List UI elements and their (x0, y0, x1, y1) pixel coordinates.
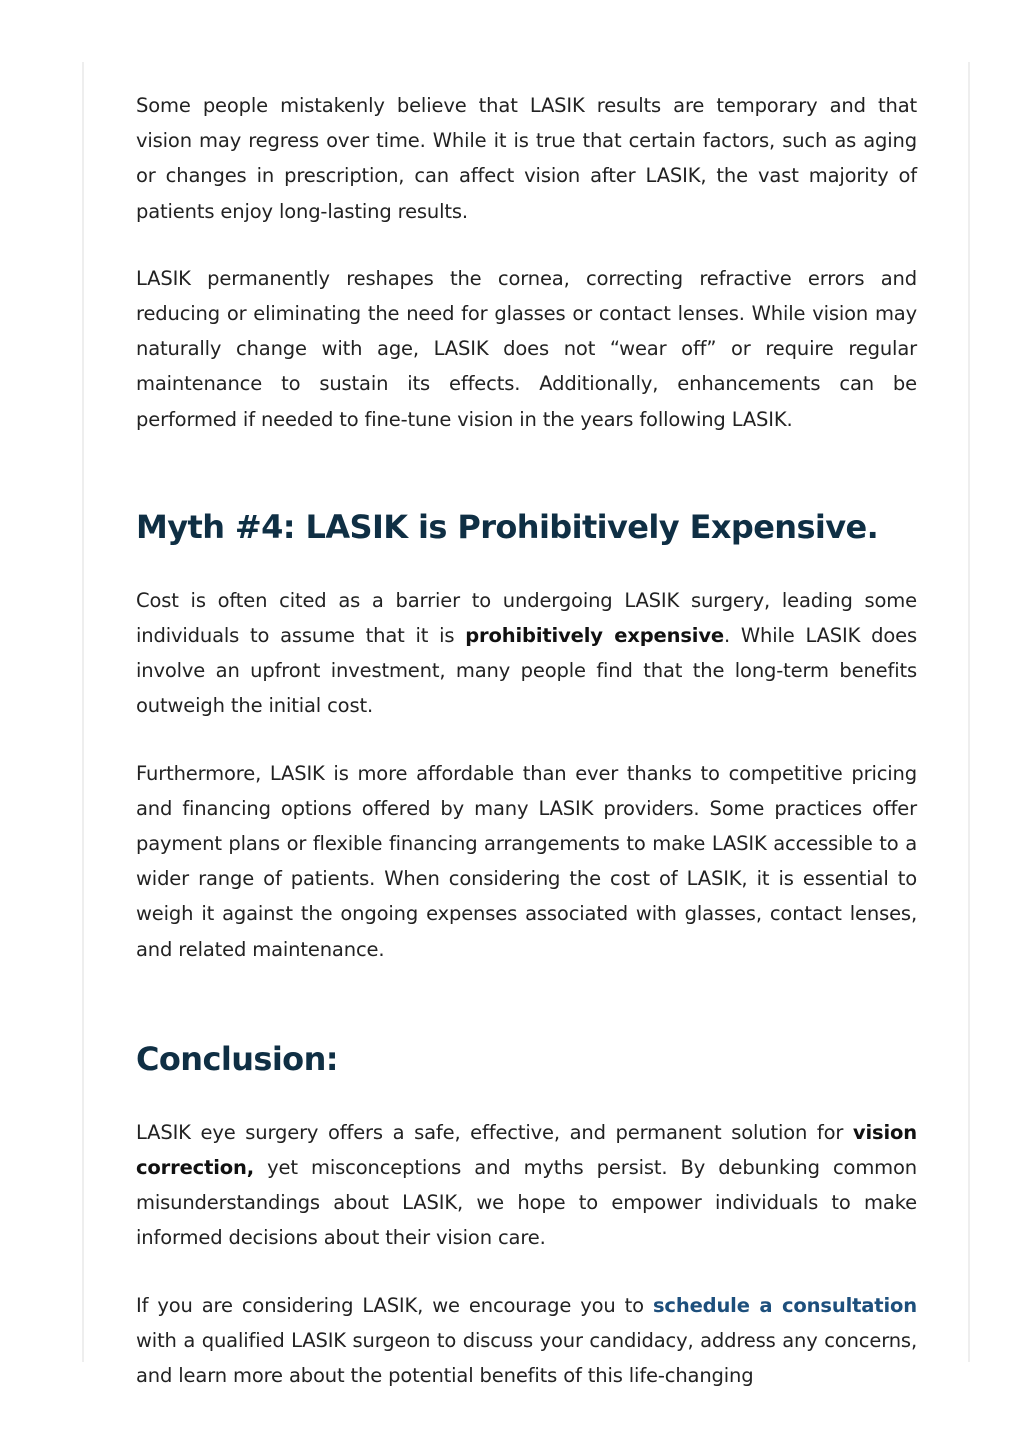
paragraph-affordability: Furthermore, LASIK is more affordable than ever thanks to competitive pricing and financing options offered by many LASIK providers. Some practices offer payment plans or flexible financing arrangements to make LASIK accessible to a wider range of patients. When considering the cost of LASIK, it is essential to weigh it against the ongoing expenses associated with glasses, contact lenses, and related maintenance. (136, 761, 917, 961)
heading-myth-4: Myth #4: LASIK is Prohibitively Expensive. (136, 507, 879, 546)
conclusion-text-start: LASIK eye surgery offers a safe, effective, and permanent solution for (136, 1120, 853, 1144)
paragraph-permanent-reshaping: LASIK permanently reshapes the cornea, correcting refractive errors and reducing or eliminating the need for glasses or contact lenses. While vision may naturally change with age, LASIK does not “wear off” or require regular maintenance to sustain its effects. Additionally, enhancements can be performed if needed to fine-tune vision in the years following LASIK. (136, 266, 917, 431)
bold-vision-correction: vision correction, (136, 1120, 917, 1180)
paragraph-cost-barrier (136, 583, 917, 724)
conclusion-text-end: yet misconceptions and myths persist. By debunking common misunderstandings about LASIK, we hope to empower individuals to make informed decisions about their vision care. (136, 1156, 917, 1250)
paragraph-results-longevity: Some people mistakenly believe that LASIK results are temporary and that vision may regress over time. While it is true that certain factors, such as aging or changes in prescription, can affect vision after LASIK, the vast majority of patients enjoy long-lasting results. (136, 94, 917, 223)
cost-text-start: Cost is often cited as a barrier to undergoing LASIK surgery, leading some individuals to assume that it is (136, 588, 917, 648)
cost-text-end: . While LASIK does involve an upfront investment, many people find that the long-term benefits outweigh the initial cost. (136, 624, 917, 718)
cta-text-start: If you are considering LASIK, we encourage you to (136, 1293, 653, 1317)
paragraph-conclusion-summary (136, 1115, 917, 1256)
paragraph-consultation-cta (136, 1288, 917, 1394)
bold-prohibitively-expensive: prohibitively expensive (465, 624, 724, 648)
article-content (136, 88, 917, 1425)
cta-text-end: with a qualified LASIK surgeon to discuss your candidacy, address any concerns, and learn more about the potential benefits of this life-changing (136, 1328, 917, 1388)
schedule-consultation-link[interactable]: schedule a consultation (652, 1293, 917, 1317)
heading-conclusion: Conclusion: (136, 1039, 338, 1078)
